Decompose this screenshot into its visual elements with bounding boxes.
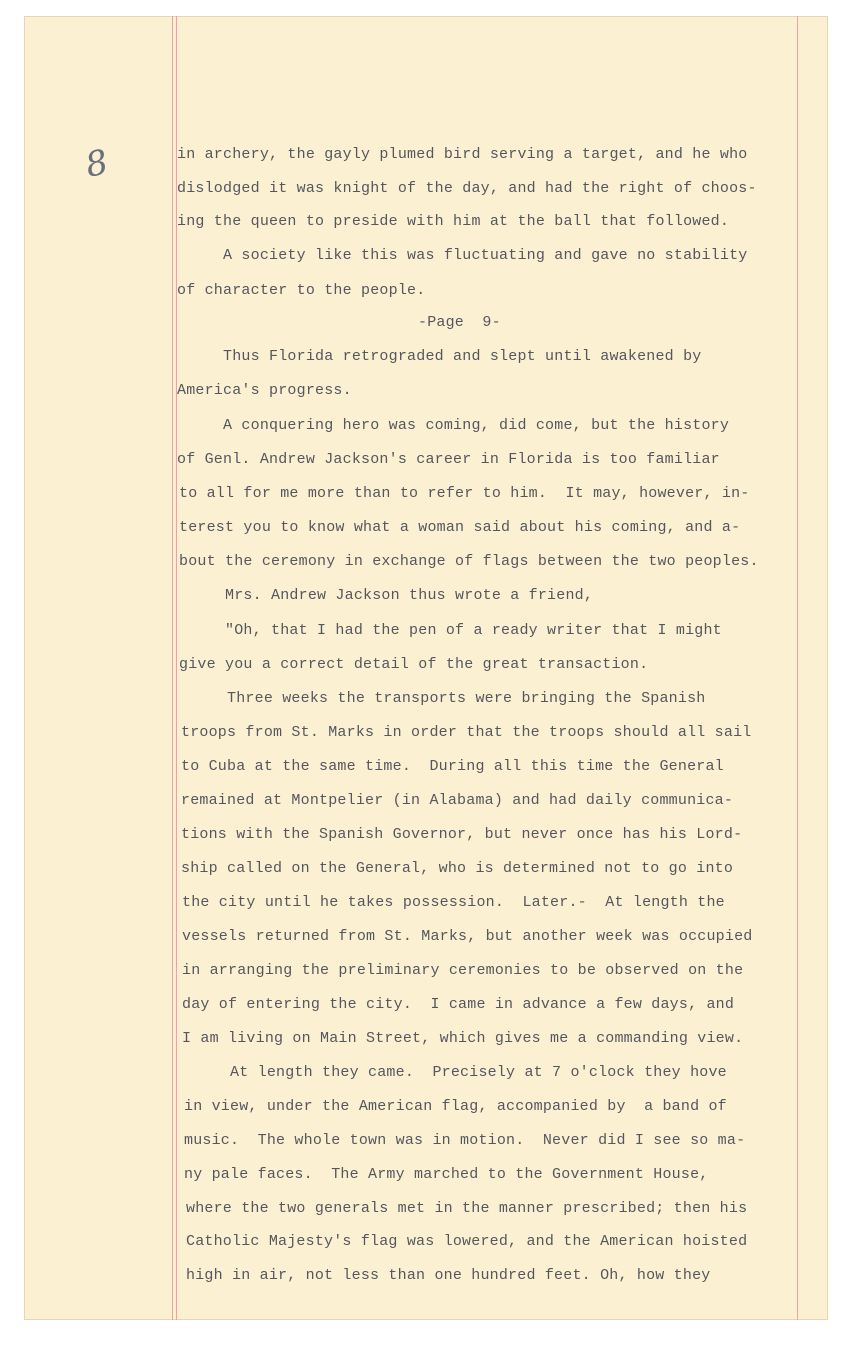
text-line: ing the queen to preside with him at the ball that followed. [177,213,730,230]
text-line: ny pale faces. The Army marched to the Government House, [184,1166,709,1183]
text-line: to Cuba at the same time. During all this time the General [181,758,724,775]
left-margin-rule-inner [176,16,177,1320]
text-line: to all for me more than to refer to him. It may, however, in- [179,485,750,502]
page-marker: -Page 9- [418,314,501,331]
text-line: where the two generals met in the manner prescribed; then his [186,1200,748,1217]
text-line: A society like this was fluctuating and gave no stability [177,247,748,264]
text-line: tions with the Spanish Governor, but never once has his Lord- [181,826,743,843]
text-line: music. The whole town was in motion. Never did I see so ma- [184,1132,746,1149]
text-line: At length they came. Precisely at 7 o'clock they hove [184,1064,727,1081]
text-line: Three weeks the transports were bringing the Spanish [181,690,706,707]
text-line: high in air, not less than one hundred feet. Oh, how they [186,1267,711,1284]
text-line: in arranging the preliminary ceremonies to be observed on the [182,962,744,979]
text-line: dislodged it was knight of the day, and had the right of choos- [177,180,757,197]
text-line: Mrs. Andrew Jackson thus wrote a friend, [179,587,594,604]
handwritten-folio-number: 8 [82,142,112,186]
text-line: troops from St. Marks in order that the troops should all sail [181,724,752,741]
text-line: the city until he takes possession. Later.- At length the [182,894,725,911]
text-line: vessels returned from St. Marks, but another week was occupied [182,928,753,945]
text-line: bout the ceremony in exchange of flags between the two peoples. [179,553,759,570]
text-line: give you a correct detail of the great transaction. [179,656,649,673]
text-line: terest you to know what a woman said about his coming, and a- [179,519,741,536]
text-line: remained at Montpelier (in Alabama) and had daily communica- [181,792,734,809]
text-line: Thus Florida retrograded and slept until awakened by [177,348,702,365]
text-line: in view, under the American flag, accompanied by a band of [184,1098,727,1115]
text-line: A conquering hero was coming, did come, but the history [177,417,730,434]
right-margin-rule [797,16,798,1320]
text-line: Catholic Majesty's flag was lowered, and the American hoisted [186,1233,748,1250]
text-line: I am living on Main Street, which gives me a commanding view. [182,1030,744,1047]
text-line: "Oh, that I had the pen of a ready writer that I might [179,622,722,639]
left-margin-rule [172,16,173,1320]
text-line: America's progress. [177,382,352,399]
text-line: of character to the people. [177,282,426,299]
text-line: of Genl. Andrew Jackson's career in Florida is too familiar [177,451,720,468]
typewritten-page [24,16,828,1320]
text-line: day of entering the city. I came in advance a few days, and [182,996,735,1013]
text-line: ship called on the General, who is determined not to go into [181,860,734,877]
text-line: in archery, the gayly plumed bird serving a target, and he who [177,146,748,163]
